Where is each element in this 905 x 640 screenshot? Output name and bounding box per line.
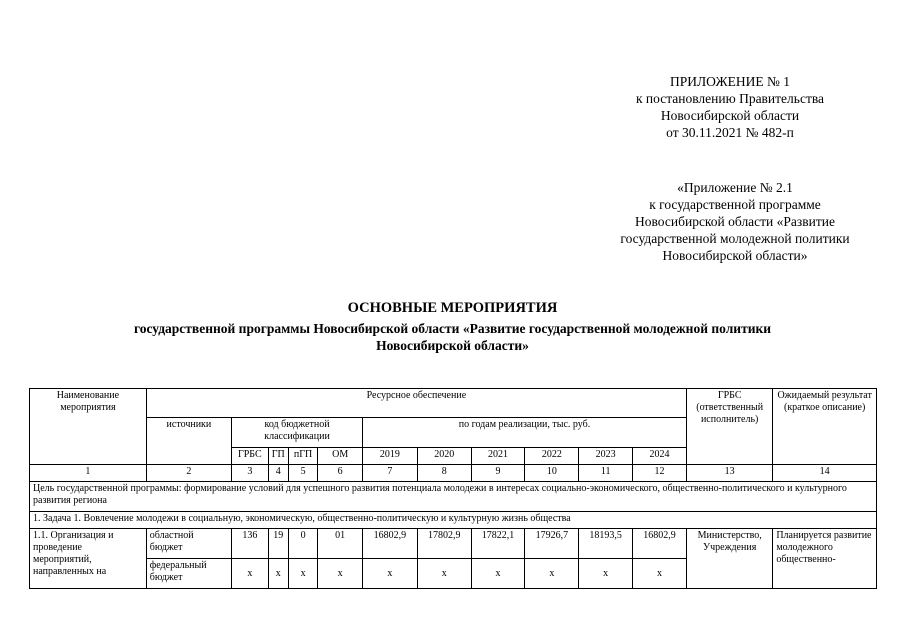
header-year: 2023 bbox=[579, 448, 633, 465]
column-number: 3 bbox=[232, 465, 269, 482]
column-number: 4 bbox=[268, 465, 288, 482]
column-number: 5 bbox=[288, 465, 317, 482]
header-gp: ГП bbox=[268, 448, 288, 465]
document-title: ОСНОВНЫЕ МЕРОПРИЯТИЯ bbox=[347, 300, 558, 316]
om-cell: x bbox=[318, 559, 363, 589]
year-value-cell: 16802,9 bbox=[633, 529, 687, 559]
appendix-line: ПРИЛОЖЕНИЕ № 1 bbox=[669, 74, 791, 89]
header-pgp: пГП bbox=[288, 448, 317, 465]
header-year: 2020 bbox=[417, 448, 471, 465]
grbs-cell: x bbox=[232, 559, 269, 589]
header-event-name: Наименование мероприятия bbox=[30, 389, 147, 465]
column-number: 7 bbox=[363, 465, 418, 482]
header-sources: источники bbox=[146, 418, 231, 465]
header-year: 2024 bbox=[633, 448, 687, 465]
events-table bbox=[29, 388, 877, 589]
year-value-cell: x bbox=[363, 559, 418, 589]
event-name-cell: 1.1. Организация и проведение мероприятий, направленных на bbox=[30, 529, 147, 589]
source-cell: областной бюджет bbox=[146, 529, 231, 559]
header-budget-code: код бюджетной классификации bbox=[232, 418, 363, 448]
appendix2-line: Новосибирской области «Развитие bbox=[635, 214, 835, 229]
column-number: 6 bbox=[318, 465, 363, 482]
gp-cell: x bbox=[268, 559, 288, 589]
source-cell: федеральный бюджет bbox=[146, 559, 231, 589]
header-grbs: ГРБС bbox=[232, 448, 269, 465]
year-value-cell: 17802,9 bbox=[417, 529, 471, 559]
year-value-cell: 17926,7 bbox=[525, 529, 579, 559]
header-by-years: по годам реализации, тыс. руб. bbox=[363, 418, 687, 448]
column-number: 14 bbox=[773, 465, 877, 482]
column-number: 10 bbox=[525, 465, 579, 482]
column-number: 9 bbox=[471, 465, 525, 482]
column-number: 11 bbox=[579, 465, 633, 482]
subtitle-line: государственной программы Новосибирской области «Развитие государственной молодежной политики bbox=[133, 321, 772, 336]
header-year: 2022 bbox=[525, 448, 579, 465]
grbs-cell: 136 bbox=[232, 529, 269, 559]
appendix2-block bbox=[590, 179, 880, 264]
year-value-cell: x bbox=[579, 559, 633, 589]
header-year: 2019 bbox=[363, 448, 418, 465]
header-grbs-executor: ГРБС (ответственный исполнитель) bbox=[687, 389, 773, 465]
header-expected-result: Ожидаемый результат (краткое описание) bbox=[773, 389, 877, 465]
appendix2-line: государственной молодежной политики bbox=[620, 231, 850, 246]
column-number: 2 bbox=[146, 465, 231, 482]
header-year: 2021 bbox=[471, 448, 525, 465]
year-value-cell: x bbox=[471, 559, 525, 589]
header-resources: Ресурсное обеспечение bbox=[146, 389, 686, 418]
task-row: 1. Задача 1. Вовлечение молодежи в социальную, экономическую, общественно-политическую и культурную жизнь общества bbox=[30, 512, 877, 529]
pgp-cell: x bbox=[288, 559, 317, 589]
appendix2-line: к государственной программе bbox=[649, 197, 821, 212]
executor-cell: Министерство, Учреждения bbox=[687, 529, 773, 589]
year-value-cell: x bbox=[417, 559, 471, 589]
gp-cell: 19 bbox=[268, 529, 288, 559]
appendix-block bbox=[600, 73, 860, 141]
column-number: 13 bbox=[687, 465, 773, 482]
appendix-line: Новосибирской области bbox=[660, 108, 800, 123]
appendix2-line: Новосибирской области» bbox=[662, 248, 808, 263]
appendix-line: от 30.11.2021 № 482-п bbox=[666, 125, 794, 140]
column-number: 12 bbox=[633, 465, 687, 482]
pgp-cell: 0 bbox=[288, 529, 317, 559]
subtitle-line: Новосибирской области» bbox=[376, 338, 529, 353]
year-value-cell: x bbox=[633, 559, 687, 589]
column-number: 1 bbox=[30, 465, 147, 482]
appendix-line: к постановлению Правительства bbox=[635, 91, 825, 106]
appendix2-line: «Приложение № 2.1 bbox=[677, 180, 793, 195]
year-value-cell: 16802,9 bbox=[363, 529, 418, 559]
result-cell: Планируется развитие молодежного общественно- bbox=[773, 529, 877, 589]
column-number: 8 bbox=[417, 465, 471, 482]
om-cell: 01 bbox=[318, 529, 363, 559]
program-goal-row: Цель государственной программы: формирование условий для успешного развития потенциала молодежи в интересах социально-экономического, общественно-политического и культурного развития региона bbox=[30, 482, 877, 512]
year-value-cell: 17822,1 bbox=[471, 529, 525, 559]
year-value-cell: x bbox=[525, 559, 579, 589]
year-value-cell: 18193,5 bbox=[579, 529, 633, 559]
document-subtitle bbox=[0, 320, 905, 354]
header-om: ОМ bbox=[318, 448, 363, 465]
